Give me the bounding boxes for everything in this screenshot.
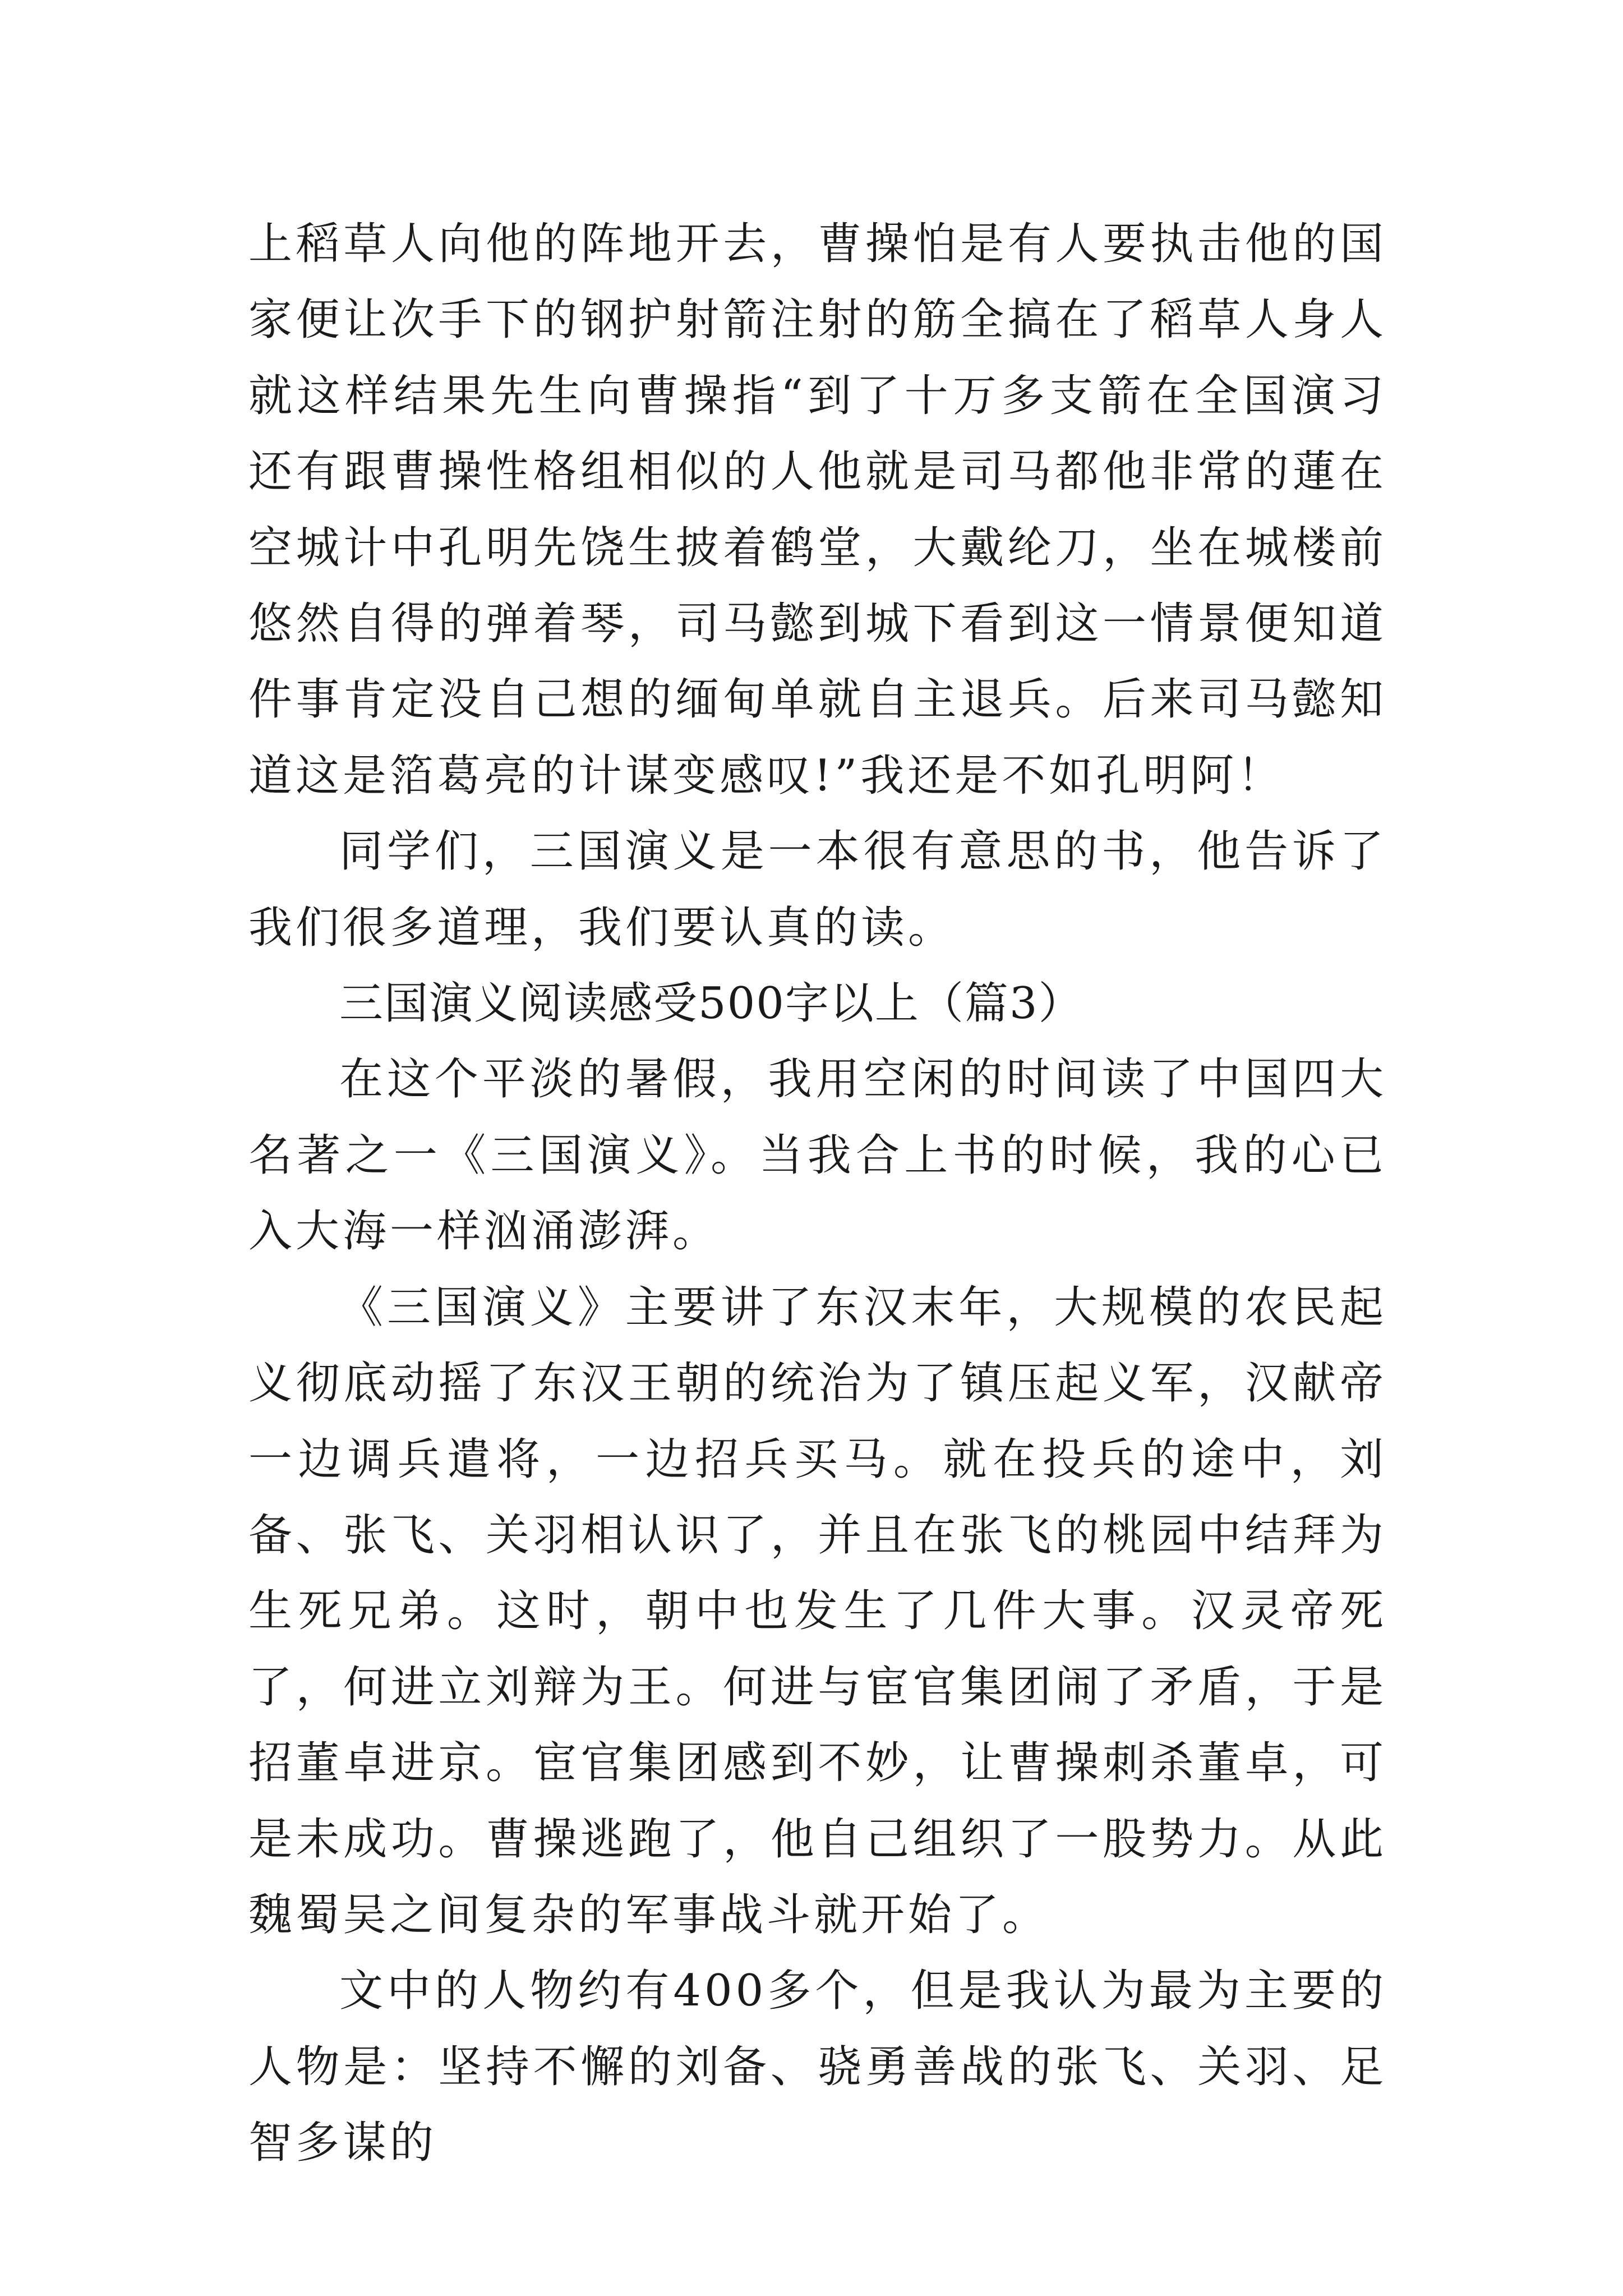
paragraph-characters: 文中的人物约有400多个，但是我认为最为主要的人物是：坚持不懈的刘备、骁勇善战的张飞、关羽、足智多谋的 — [248, 1966, 1387, 2169]
document-body — [248, 206, 1387, 2182]
paragraph-summary: 《三国演义》主要讲了东汉末年，大规模的农民起义彻底动摇了东汉王朝的统治为了镇压起义军，汉献帝一边调兵遣将，一边招兵买马。就在投兵的途中，刘备、张飞、关羽相认识了，并且在张飞的桃园中结拜为生死兄弟。这时，朝中也发生了几件大事。汉灵帝死了，何进立刘辩为王。何进与宦官集团闹了矛盾，于是招董卓进京。宦官集团感到不妙，让曹操刺杀董卓，可是未成功。曹操逃跑了，他自己组织了一股势力。从此魏蜀吴之间复杂的军事战斗就开始了。 — [248, 1282, 1387, 1940]
section-heading: 三国演义阅读感受500字以上（篇3） — [339, 978, 1083, 1029]
paragraph-summer: 在这个平淡的暑假，我用空闲的时间读了中国四大名著之一《三国演义》。当我合上书的时候，我的心已入大海一样汹涌澎湃。 — [248, 1054, 1387, 1257]
paragraph-classmates: 同学们，三国演义是一本很有意思的书，他告诉了我们很多道理，我们要认真的读。 — [248, 826, 1387, 953]
paragraph-continued: 上稻草人向他的阵地开去，曹操怕是有人要执击他的国家便让次手下的钢护射箭注射的筋全搞在了稻草人身人就这样结果先生向曹操指“到了十万多支箭在全国演习还有跟曹操性格组相似的人他就是司马都他非常的蓮在空城计中孔明先饶生披着鹤堂，大戴纶刀，坐在城楼前悠然自得的弹着琴，司马懿到城下看到这一情景便知道件事肯定没自己想的缅甸单就自主退兵。后来司马懿知道这是箔葛亮的计谋变感叹!”我还是不如孔明阿！ — [248, 219, 1387, 801]
